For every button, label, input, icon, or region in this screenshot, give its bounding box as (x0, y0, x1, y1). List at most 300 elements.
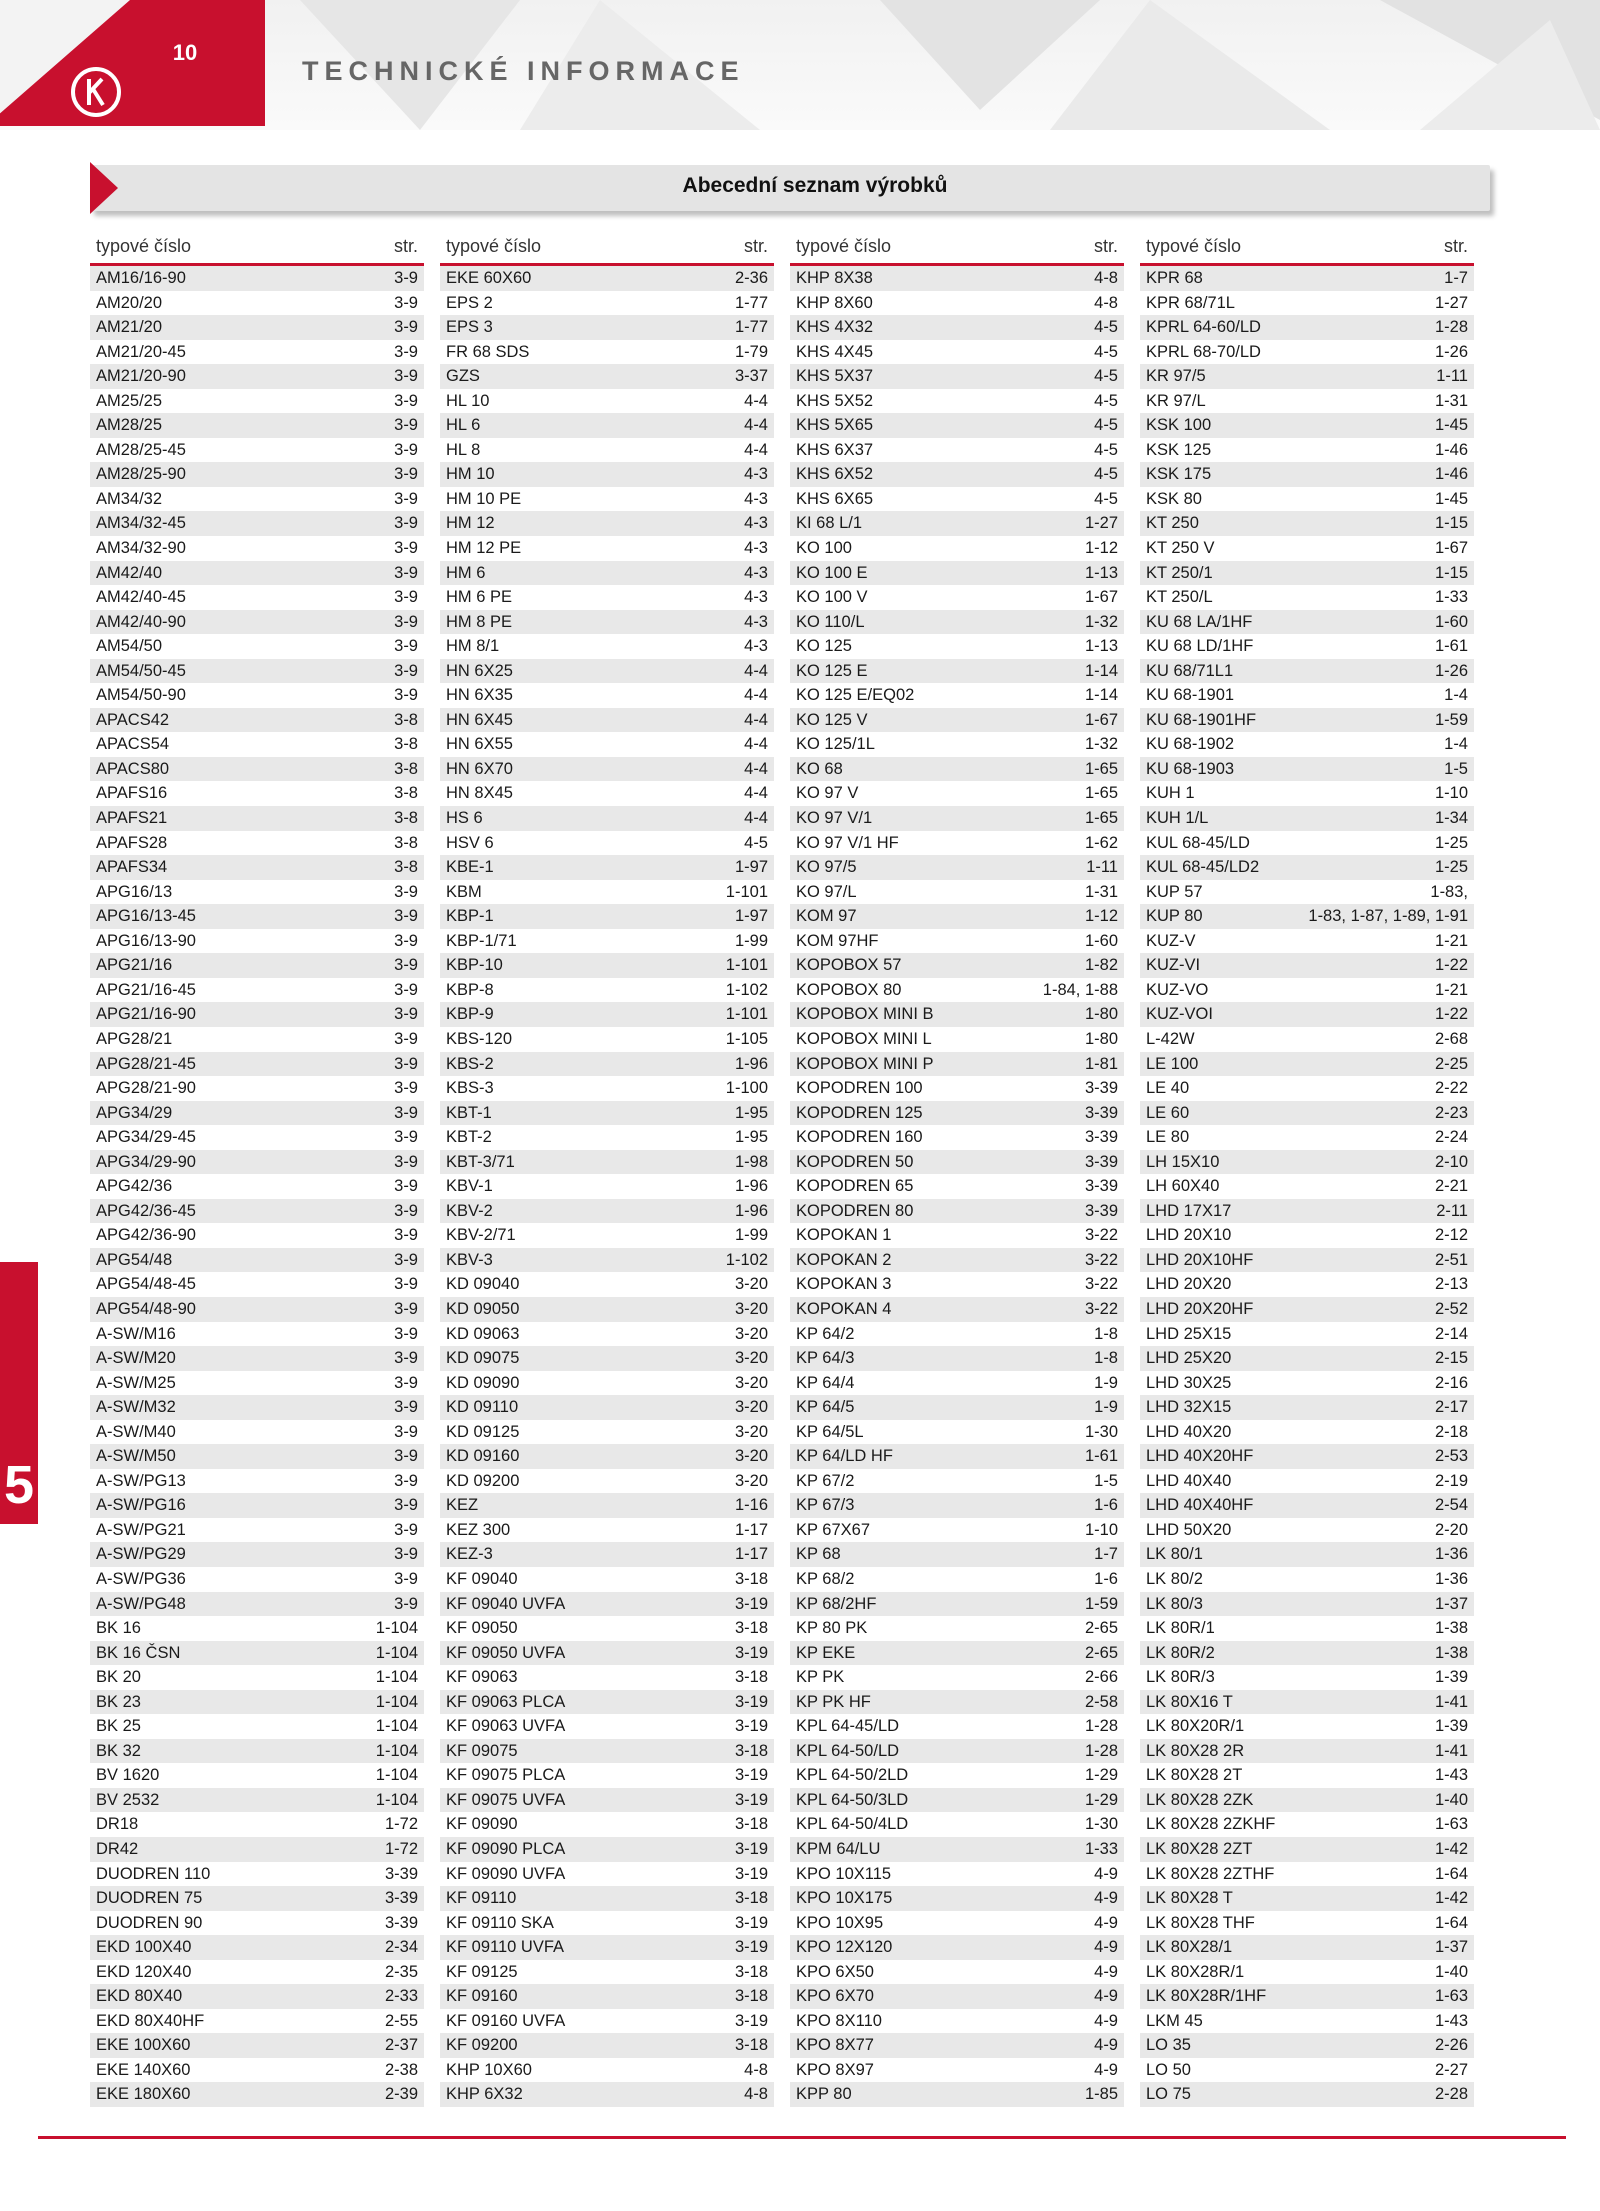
page-reference: 1-31 (1084, 882, 1118, 901)
table-row (1140, 2033, 1474, 2058)
type-number-header: typové číslo (1146, 236, 1242, 256)
page-reference: 1-84, 1-88 (1042, 980, 1118, 999)
product-code: LHD 30X25 (1146, 1373, 1232, 1392)
product-code: KHS 6X37 (796, 440, 874, 459)
page-reference: 3-37 (734, 367, 768, 386)
product-code: APG42/36-90 (96, 1226, 196, 1245)
page-reference: 3-18 (734, 2036, 768, 2055)
page-reference: 3-9 (394, 1471, 418, 1490)
page-reference: 4-9 (1094, 2036, 1118, 2055)
page-reference: 3-9 (394, 1275, 418, 1294)
product-code: APG54/48-90 (96, 1299, 196, 1318)
table-row (440, 2082, 774, 2107)
product-code: AM28/25-45 (96, 440, 186, 459)
table-row (440, 1665, 774, 1690)
table-row (790, 536, 1124, 561)
table-row (1140, 1542, 1474, 1567)
product-code: KBV-1 (446, 1177, 493, 1196)
page-reference: 1-59 (1434, 710, 1468, 729)
product-code: KBV-3 (446, 1250, 493, 1269)
product-code: APG28/21-90 (96, 1079, 196, 1098)
page-reference: 3-9 (394, 1079, 418, 1098)
table-row (440, 1837, 774, 1862)
product-code: KU 68 LD/1HF (1146, 637, 1254, 656)
column-header (1140, 230, 1474, 266)
page-reference: 3-8 (394, 759, 418, 778)
product-code: KP 80 PK (796, 1619, 868, 1638)
page-reference: 1-104 (375, 1668, 418, 1687)
table-row (790, 413, 1124, 438)
product-code: A-SW/PG13 (96, 1471, 186, 1490)
product-index-table (90, 230, 1490, 2120)
product-code: KPL 64-50/2LD (796, 1766, 909, 1785)
table-row (790, 1788, 1124, 1813)
table-row (440, 1592, 774, 1617)
product-code: KD 09090 (446, 1373, 520, 1392)
table-row (90, 1248, 424, 1273)
table-row (440, 1788, 774, 1813)
product-code: GZS (446, 367, 480, 386)
page-reference: 3-18 (734, 1889, 768, 1908)
index-column (90, 230, 424, 2107)
table-row (790, 1812, 1124, 1837)
page-reference: 3-9 (394, 269, 418, 287)
table-row (790, 1395, 1124, 1420)
table-row (790, 732, 1124, 757)
product-code: A-SW/M40 (96, 1422, 176, 1441)
product-code: A-SW/M25 (96, 1373, 176, 1392)
page-reference: 2-27 (1434, 2060, 1468, 2079)
page-reference: 3-9 (394, 1152, 418, 1171)
product-code: KSK 175 (1146, 465, 1212, 484)
product-code: KF 09063 (446, 1668, 518, 1687)
page-reference: 3-20 (734, 1447, 768, 1466)
page-reference: 3-18 (734, 1962, 768, 1981)
table-row (1140, 1027, 1474, 1052)
product-code: APG21/16-90 (96, 1005, 196, 1024)
page-reference: 4-4 (744, 809, 768, 828)
product-code: LHD 40X40 (1146, 1471, 1232, 1490)
product-code: A-SW/M16 (96, 1324, 176, 1343)
page-reference: 1-21 (1434, 931, 1468, 950)
product-code: KOM 97HF (796, 931, 879, 950)
product-code: KP 67/3 (796, 1496, 855, 1515)
page-reference: 1-65 (1084, 784, 1118, 803)
table-row (790, 511, 1124, 536)
table-row (790, 487, 1124, 512)
page-reference: 2-14 (1434, 1324, 1468, 1343)
table-row (90, 1002, 424, 1027)
table-row (1140, 291, 1474, 316)
product-code: KD 09063 (446, 1324, 520, 1343)
product-code: KUZ-V (1146, 931, 1196, 950)
page-reference: 4-3 (744, 489, 768, 508)
product-code: LK 80X28 2T (1146, 1766, 1243, 1785)
table-row (790, 831, 1124, 856)
page-reference: 4-4 (744, 686, 768, 705)
table-row (1140, 978, 1474, 1003)
page-reference: 4-8 (744, 2085, 768, 2104)
table-row (790, 1052, 1124, 1077)
table-row (90, 1469, 424, 1494)
table-row (440, 904, 774, 929)
table-row (790, 1837, 1124, 1862)
table-row (790, 462, 1124, 487)
table-row (790, 340, 1124, 365)
table-row (790, 2009, 1124, 2034)
page-reference: 1-5 (1444, 759, 1468, 778)
table-row (90, 904, 424, 929)
page-reference: 3-9 (394, 1422, 418, 1441)
product-code: KUZ-VI (1146, 956, 1201, 975)
page-reference: 1-12 (1084, 907, 1118, 926)
product-code: KEZ (446, 1496, 479, 1515)
product-code: APACS80 (96, 759, 170, 778)
page-reference: 3-9 (394, 1373, 418, 1392)
table-row (440, 610, 774, 635)
product-code: LE 40 (1146, 1079, 1190, 1098)
product-code: EKD 100X40 (96, 1938, 192, 1957)
table-row (440, 1420, 774, 1445)
product-code: KI 68 L/1 (796, 514, 863, 533)
page-reference: 1-85 (1084, 2085, 1118, 2104)
table-row (90, 1960, 424, 1985)
table-row (90, 806, 424, 831)
page-reference: 1-104 (375, 1790, 418, 1809)
product-code: LK 80X20R/1 (1146, 1717, 1245, 1736)
page-reference: 3-9 (394, 367, 418, 386)
index-column (440, 230, 774, 2107)
table-row (440, 708, 774, 733)
page-reference: 1-6 (1094, 1569, 1118, 1588)
page-reference: 1-99 (734, 1226, 768, 1245)
table-row (1140, 511, 1474, 536)
page-reference: 1-40 (1434, 1962, 1468, 1981)
table-row (790, 1616, 1124, 1641)
page-reference: 1-64 (1434, 1864, 1468, 1883)
table-row (1140, 1763, 1474, 1788)
table-row (1140, 732, 1474, 757)
product-code: KPO 6X50 (796, 1962, 874, 1981)
page-reference: 3-19 (734, 1938, 768, 1957)
page-reference: 2-18 (1434, 1422, 1468, 1441)
page-reference: 2-13 (1434, 1275, 1468, 1294)
product-code: AM20/20 (96, 293, 163, 312)
page-reference: 1-41 (1434, 1692, 1468, 1711)
table-row (790, 1444, 1124, 1469)
page-reference: 1-102 (725, 980, 768, 999)
table-row (440, 757, 774, 782)
product-code: HN 6X55 (446, 735, 513, 754)
product-code: A-SW/M50 (96, 1447, 176, 1466)
table-row (790, 1248, 1124, 1273)
index-rows (790, 266, 1124, 2107)
product-code: KOM 97 (796, 907, 857, 926)
page-number: 10 (172, 40, 198, 65)
table-row (440, 1395, 774, 1420)
product-code: LK 80X28 T (1146, 1889, 1233, 1908)
product-code: DUODREN 90 (96, 1913, 203, 1932)
page-reference: 3-39 (384, 1913, 418, 1932)
table-row (1140, 953, 1474, 978)
page-reference: 4-5 (1094, 440, 1118, 459)
product-code: L-42W (1146, 1029, 1195, 1048)
product-code: KOPODREN 125 (796, 1103, 923, 1122)
table-row (790, 683, 1124, 708)
product-code: KHP 8X60 (796, 293, 873, 312)
product-code: AM54/50-90 (96, 686, 186, 705)
table-row (440, 315, 774, 340)
table-row (440, 953, 774, 978)
page-reference: 4-4 (744, 759, 768, 778)
page-reference: 3-8 (394, 784, 418, 803)
table-row (790, 1862, 1124, 1887)
page-reference: 1-9 (1094, 1398, 1118, 1417)
product-code: LHD 40X20 (1146, 1422, 1232, 1441)
table-row (440, 438, 774, 463)
table-row (790, 880, 1124, 905)
table-row (90, 462, 424, 487)
product-code: LK 80X16 T (1146, 1692, 1233, 1711)
table-row (90, 880, 424, 905)
table-row (790, 659, 1124, 684)
page-reference: 3-20 (734, 1324, 768, 1343)
product-code: AM21/20-45 (96, 342, 186, 361)
page-reference: 3-9 (394, 1299, 418, 1318)
page-reference: 4-9 (1094, 1864, 1118, 1883)
page-reference: 2-22 (1434, 1079, 1468, 1098)
product-code: KO 125 (796, 637, 852, 656)
table-row (90, 1984, 424, 2009)
table-row (790, 266, 1124, 291)
product-code: AM54/50 (96, 637, 163, 656)
page-reference: 4-4 (744, 710, 768, 729)
table-row (790, 1150, 1124, 1175)
product-code: AM54/50-45 (96, 661, 186, 680)
product-code: LK 80X28R/1HF (1146, 1987, 1267, 2006)
page-reference: 2-39 (384, 2085, 418, 2104)
table-row (1140, 1150, 1474, 1175)
page-reference: 4-5 (1094, 416, 1118, 435)
page-reference: 1-67 (1084, 588, 1118, 607)
column-header (790, 230, 1124, 266)
page-reference: 3-9 (394, 637, 418, 656)
product-code: KF 09075 (446, 1741, 518, 1760)
product-code: KD 09075 (446, 1349, 520, 1368)
table-row (440, 1567, 774, 1592)
product-code: KO 125 V (796, 710, 868, 729)
page-reference: 2-68 (1434, 1029, 1468, 1048)
product-code: AM25/25 (96, 391, 163, 410)
table-row (440, 536, 774, 561)
product-code: KF 09040 UVFA (446, 1594, 566, 1613)
product-code: HM 10 (446, 465, 495, 484)
page-reference: 1-33 (1434, 588, 1468, 607)
banner-title: Abecední seznam výrobků (682, 174, 948, 197)
page-reference: 3-9 (394, 1177, 418, 1196)
product-code: KBP-9 (446, 1005, 494, 1024)
page-reference: 1-67 (1434, 539, 1468, 558)
table-row (440, 1101, 774, 1126)
product-code: KO 97/5 (796, 858, 857, 877)
page-reference: 1-17 (734, 1545, 768, 1564)
table-row (790, 2082, 1124, 2107)
page-reference: 3-9 (394, 1398, 418, 1417)
table-row (440, 1493, 774, 1518)
product-code: AM42/40-90 (96, 612, 186, 631)
table-row (90, 781, 424, 806)
product-code: APG28/21 (96, 1029, 173, 1048)
page-reference: 3-18 (734, 1619, 768, 1638)
table-row (440, 1371, 774, 1396)
page-reference: 3-8 (394, 833, 418, 852)
page-reference: 1-59 (1084, 1594, 1118, 1613)
table-row (90, 2058, 424, 2083)
product-code: KHP 6X32 (446, 2085, 523, 2104)
page-reference: 1-45 (1434, 416, 1468, 435)
page-reference: 1-45 (1434, 489, 1468, 508)
page-reference: 1-38 (1434, 1619, 1468, 1638)
table-row (1140, 1641, 1474, 1666)
page-reference: 3-39 (1084, 1103, 1118, 1122)
product-code: LK 80R/2 (1146, 1643, 1215, 1662)
product-code: APACS54 (96, 735, 170, 754)
table-row (790, 1199, 1124, 1224)
table-row (1140, 438, 1474, 463)
table-row (440, 1052, 774, 1077)
page-reference: 3-19 (734, 1864, 768, 1883)
table-row (1140, 1371, 1474, 1396)
product-code: BK 16 (96, 1619, 141, 1638)
product-code: KO 125 E/EQ02 (796, 686, 915, 705)
page-reference: 3-9 (394, 416, 418, 435)
table-row (440, 1714, 774, 1739)
page-reference: 2-26 (1434, 2036, 1468, 2055)
table-row (1140, 1886, 1474, 1911)
table-row (790, 978, 1124, 1003)
product-code: KF 09125 (446, 1962, 518, 1981)
table-row (790, 1322, 1124, 1347)
page-reference: 3-22 (1084, 1299, 1118, 1318)
product-code: KPO 12X120 (796, 1938, 893, 1957)
product-code: KD 09160 (446, 1447, 520, 1466)
page-reference: 1-101 (725, 1005, 768, 1024)
type-number-header: typové číslo (96, 236, 192, 256)
product-code: AM34/32-45 (96, 514, 186, 533)
product-code: LHD 20X20HF (1146, 1299, 1254, 1318)
table-row (1140, 659, 1474, 684)
footer-divider (38, 2136, 1566, 2139)
table-row (440, 1641, 774, 1666)
table-row (90, 413, 424, 438)
product-code: BK 20 (96, 1668, 141, 1687)
index-rows (440, 266, 774, 2107)
table-row (1140, 855, 1474, 880)
table-row (790, 1567, 1124, 1592)
page-reference: 4-3 (744, 563, 768, 582)
table-row (90, 1641, 424, 1666)
table-row (1140, 1739, 1474, 1764)
page-reference: 3-18 (734, 1668, 768, 1687)
table-row (90, 1346, 424, 1371)
page-reference: 1-67 (1084, 710, 1118, 729)
page-reference: 1-39 (1434, 1668, 1468, 1687)
page-reference: 4-9 (1094, 2060, 1118, 2079)
page-reference: 1-27 (1434, 293, 1468, 312)
table-row (440, 2009, 774, 2034)
page-reference: 3-9 (394, 1545, 418, 1564)
page-reference: 3-9 (394, 1324, 418, 1343)
table-row (790, 781, 1124, 806)
product-code: KR 97/5 (1146, 367, 1206, 386)
page-reference: 1-17 (734, 1520, 768, 1539)
page-reference: 3-22 (1084, 1226, 1118, 1245)
product-code: HN 6X25 (446, 661, 513, 680)
table-row (90, 2082, 424, 2107)
page-reference: 1-82 (1084, 956, 1118, 975)
page-reference: 1-13 (1084, 637, 1118, 656)
table-row (440, 1223, 774, 1248)
product-code: KP 68/2 (796, 1569, 855, 1588)
table-row (440, 1739, 774, 1764)
page-reference: 1-104 (375, 1643, 418, 1662)
page-reference: 1-96 (734, 1054, 768, 1073)
product-code: LHD 17X17 (1146, 1201, 1232, 1220)
product-code: LK 80X28 2ZTHF (1146, 1864, 1275, 1883)
table-row (440, 806, 774, 831)
page-reference: 1-32 (1084, 612, 1118, 631)
page-reference: 3-39 (1084, 1201, 1118, 1220)
page-reference: 4-9 (1094, 1889, 1118, 1908)
product-code: KOPOKAN 4 (796, 1299, 892, 1318)
product-code: LK 80/3 (1146, 1594, 1203, 1613)
page-reference: 1-83, (1430, 882, 1468, 901)
table-row (440, 1346, 774, 1371)
page-reference: 3-9 (394, 1103, 418, 1122)
table-row (790, 1665, 1124, 1690)
table-row (90, 1395, 424, 1420)
table-row (440, 855, 774, 880)
product-code: LHD 20X20 (1146, 1275, 1232, 1294)
product-code: APG16/13 (96, 882, 173, 901)
product-code: EPS 3 (446, 318, 493, 337)
page-reference: 1-14 (1084, 686, 1118, 705)
table-row (790, 561, 1124, 586)
table-row (90, 340, 424, 365)
page-reference: 1-97 (734, 858, 768, 877)
product-code: LK 80R/1 (1146, 1619, 1215, 1638)
page-reference: 1-31 (1434, 391, 1468, 410)
page-reference: 2-24 (1434, 1128, 1468, 1147)
page-reference: 1-80 (1084, 1005, 1118, 1024)
product-code: HL 6 (446, 416, 481, 435)
product-code: AM34/32 (96, 489, 163, 508)
table-row (440, 1911, 774, 1936)
page-reference: 1-99 (734, 931, 768, 950)
page-reference: 3-9 (394, 1054, 418, 1073)
page-reference: 1-7 (1444, 269, 1468, 287)
product-code: HL 8 (446, 440, 481, 459)
page-reference: 3-9 (394, 293, 418, 312)
page-reference: 3-9 (394, 661, 418, 680)
page-reference: 1-102 (725, 1250, 768, 1269)
product-code: KHS 6X65 (796, 489, 874, 508)
table-row (90, 1862, 424, 1887)
product-code: KP 68/2HF (796, 1594, 877, 1613)
product-code: KF 09075 UVFA (446, 1790, 566, 1809)
product-code: KT 250 (1146, 514, 1199, 533)
table-row (790, 1297, 1124, 1322)
